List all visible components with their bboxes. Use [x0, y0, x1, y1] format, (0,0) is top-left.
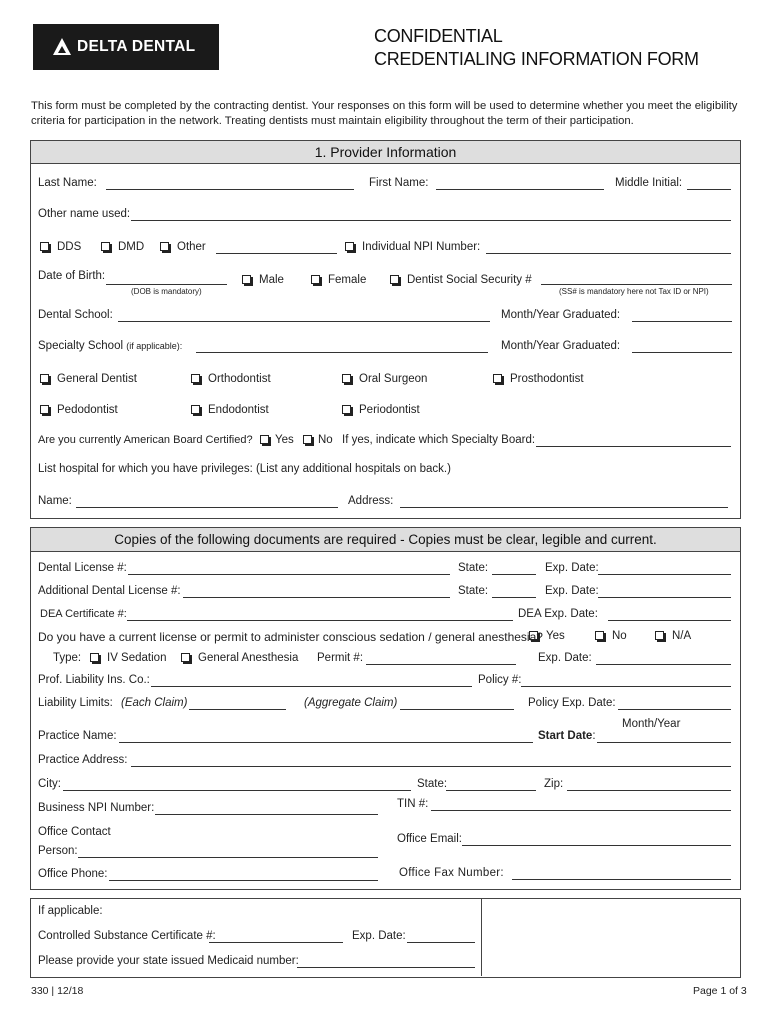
form-title: [374, 25, 699, 71]
specialty-pedodontist[interactable]: [40, 404, 118, 416]
title-line-2: CREDENTIALING INFORMATION FORM: [374, 49, 699, 69]
grad-date-label: Month/Year Graduated:: [501, 309, 621, 321]
grad-date-field[interactable]: [632, 321, 732, 322]
sedation-no[interactable]: [595, 630, 627, 642]
state-field[interactable]: [446, 790, 536, 791]
last-name-field[interactable]: [106, 189, 354, 190]
if-applicable-note: (if applicable):: [126, 341, 183, 351]
tin-label: TIN #:: [397, 798, 429, 810]
title-line-1: CONFIDENTIAL: [374, 26, 503, 46]
type-general-anesthesia[interactable]: [181, 652, 298, 664]
dob-label: Date of Birth:: [38, 270, 106, 282]
city-label: City:: [38, 778, 61, 790]
office-phone-field[interactable]: [109, 880, 378, 881]
dea-exp-field[interactable]: [608, 620, 731, 621]
office-contact-field[interactable]: [78, 857, 378, 858]
ssn-label: Dentist Social Security #: [407, 274, 532, 286]
board-no-checkbox[interactable]: [303, 435, 312, 444]
delta-triangle-icon: [53, 38, 71, 55]
last-name-label: Last Name:: [38, 177, 97, 189]
general-anesthesia-label: General Anesthesia: [198, 652, 299, 664]
specialty-periodontist[interactable]: [342, 404, 420, 416]
start-date-field[interactable]: [597, 742, 731, 743]
liability-limits-label: Liability Limits:: [38, 697, 113, 709]
add-license-exp-label: Exp. Date:: [545, 585, 599, 597]
specialty-school-label: [38, 340, 182, 352]
sedation-yes[interactable]: [529, 630, 565, 642]
controlled-substance-field[interactable]: [209, 942, 343, 943]
orthodontist-checkbox[interactable]: [191, 374, 200, 383]
pedodontist-label: Pedodontist: [57, 404, 118, 416]
person-label: Person:: [38, 845, 78, 857]
dmd-label: DMD: [118, 241, 145, 253]
prosthodontist-label: Prosthodontist: [510, 373, 584, 385]
dmd-checkbox[interactable]: [101, 242, 110, 251]
endodontist-label: Endodontist: [208, 404, 269, 416]
aggregate-claim-label: (Aggregate Claim): [304, 697, 398, 709]
month-year-note: Month/Year: [622, 718, 681, 730]
general-anesthesia-checkbox[interactable]: [181, 653, 190, 662]
office-fax-field[interactable]: [512, 879, 731, 880]
specialty-endodontist[interactable]: [191, 404, 269, 416]
ssn-checkbox[interactable]: [390, 275, 399, 284]
practice-name-field[interactable]: [119, 742, 533, 743]
office-contact-label: Office Contact: [38, 826, 111, 838]
other-name-label: Other name used:: [38, 208, 131, 220]
policy-number-field[interactable]: [521, 686, 731, 687]
license-state-label: State:: [458, 562, 489, 574]
dental-license-field[interactable]: [128, 574, 450, 575]
aggregate-claim-field[interactable]: [400, 709, 514, 710]
permit-exp-label: Exp. Date:: [538, 652, 592, 664]
periodontist-checkbox[interactable]: [342, 405, 351, 414]
practice-name-label: Practice Name:: [38, 730, 117, 742]
sedation-yes-checkbox[interactable]: [529, 631, 538, 640]
delta-dental-logo: [33, 24, 219, 70]
individual-npi-checkbox[interactable]: [345, 242, 354, 251]
board-yes-checkbox[interactable]: [260, 435, 269, 444]
controlled-exp-label: Exp. Date:: [352, 930, 406, 942]
dea-cert-label: DEA Certificate #:: [40, 608, 127, 620]
medicaid-field[interactable]: [297, 967, 475, 968]
iv-sedation-checkbox[interactable]: [90, 653, 99, 662]
liability-co-field[interactable]: [151, 686, 472, 687]
each-claim-label: (Each Claim): [121, 697, 188, 709]
sedation-na-label: N/A: [672, 630, 692, 642]
zip-label: Zip:: [544, 778, 564, 790]
specialty-board-label: If yes, indicate which Specialty Board:: [342, 434, 536, 446]
other-name-field[interactable]: [131, 220, 731, 221]
form-code: 330 | 12/18: [31, 985, 84, 997]
logo-text: DELTA DENTAL: [77, 38, 196, 55]
add-license-state-field[interactable]: [492, 597, 536, 598]
section-1-header: 1. Provider Information: [31, 141, 740, 164]
city-field[interactable]: [63, 790, 411, 791]
office-fax-label: Office Fax Number:: [399, 867, 504, 879]
specialty-orthodontist[interactable]: [191, 373, 271, 385]
ssn: [390, 274, 532, 286]
dob-field[interactable]: [106, 284, 227, 285]
middle-initial-field[interactable]: [687, 189, 731, 190]
board-no[interactable]: [303, 434, 333, 446]
hospital-address-label: Address:: [348, 495, 394, 507]
permit-exp-field[interactable]: [596, 664, 731, 665]
office-phone-label: Office Phone:: [38, 868, 108, 880]
sedation-na-checkbox[interactable]: [655, 631, 664, 640]
oral-surgeon-checkbox[interactable]: [342, 374, 351, 383]
zip-field[interactable]: [567, 790, 731, 791]
iv-sedation-label: IV Sedation: [107, 652, 167, 664]
ssn-field[interactable]: [541, 284, 732, 285]
specialty-school-field[interactable]: [196, 352, 488, 353]
page-number: Page 1 of 3: [693, 985, 747, 997]
degree-dds[interactable]: [40, 241, 81, 253]
hospital-question: List hospital for which you have privileges: (List any additional hospitals on back.): [38, 463, 451, 475]
female-checkbox[interactable]: [311, 275, 320, 284]
sedation-yes-label: Yes: [546, 630, 565, 642]
license-state-field[interactable]: [492, 574, 536, 575]
specialty-board-field[interactable]: [536, 446, 731, 447]
office-email-field[interactable]: [462, 845, 731, 846]
first-name-field[interactable]: [436, 189, 604, 190]
other-degree-checkbox[interactable]: [160, 242, 169, 251]
section-2-header: Copies of the following documents are required - Copies must be clear, legible and current.: [31, 528, 740, 552]
type-iv-sedation[interactable]: [90, 652, 166, 664]
hospital-address-field[interactable]: [400, 507, 728, 508]
each-claim-field[interactable]: [189, 709, 286, 710]
add-license-state-label: State:: [458, 585, 489, 597]
orthodontist-label: Orthodontist: [208, 373, 271, 385]
permit-label: Permit #:: [317, 652, 364, 664]
board-yes-label: Yes: [275, 434, 294, 446]
dea-exp-label: DEA Exp. Date:: [518, 608, 598, 620]
individual-npi[interactable]: [345, 241, 480, 253]
license-exp-field[interactable]: [598, 574, 731, 575]
hospital-name-field[interactable]: [76, 507, 338, 508]
start-date-text: Start Date: [538, 730, 593, 742]
sedation-no-label: No: [612, 630, 627, 642]
degree-other[interactable]: [160, 241, 206, 253]
dental-license-label: Dental License #:: [38, 562, 127, 574]
practice-address-field[interactable]: [131, 766, 731, 767]
dds-label: DDS: [57, 241, 82, 253]
pedodontist-checkbox[interactable]: [40, 405, 49, 414]
intro-text: This form must be completed by the contracting dentist. Your responses on this form will be used to determine whether you meet the eligibility criteria for participation in the network. Treating dentists must maintain eligibility throughout the term of their participation.: [31, 100, 738, 127]
start-date-label: [538, 730, 596, 742]
first-name-label: First Name:: [369, 177, 429, 189]
specialty-school-text: Specialty School: [38, 340, 124, 352]
dds-checkbox[interactable]: [40, 242, 49, 251]
policy-number-label: Policy #:: [478, 674, 522, 686]
degree-dmd[interactable]: [101, 241, 144, 253]
add-license-exp-field[interactable]: [598, 597, 731, 598]
middle-initial-label: Middle Initial:: [615, 177, 683, 189]
type-label: Type:: [53, 652, 82, 664]
specialty-prosthodontist[interactable]: [493, 373, 584, 385]
start-date-colon: :: [592, 730, 596, 742]
dental-school-field[interactable]: [118, 321, 490, 322]
policy-exp-label: Policy Exp. Date:: [528, 697, 616, 709]
specialty-oral-surgeon[interactable]: [342, 373, 427, 385]
sedation-question: Do you have a current license or permit to administer conscious sedation / general anesthesia?: [38, 630, 543, 644]
male-checkbox[interactable]: [242, 275, 251, 284]
female-label: Female: [328, 274, 367, 286]
office-email-label: Office Email:: [397, 833, 462, 845]
general-dentist-label: General Dentist: [57, 373, 137, 385]
board-certified-question: Are you currently American Board Certified?: [38, 434, 253, 446]
individual-npi-label: Individual NPI Number:: [362, 241, 481, 253]
additional-license-field[interactable]: [183, 597, 450, 598]
license-exp-label: Exp. Date:: [545, 562, 599, 574]
dob-note: (DOB is mandatory): [131, 287, 202, 296]
medicaid-label: Please provide your state issued Medicaid number:: [38, 955, 299, 967]
sedation-no-checkbox[interactable]: [595, 631, 604, 640]
permit-field[interactable]: [366, 664, 516, 665]
ssn-note: (SS# is mandatory here not Tax ID or NPI): [559, 287, 709, 296]
policy-exp-field[interactable]: [618, 709, 731, 710]
board-yes[interactable]: [260, 434, 294, 446]
controlled-substance-label: Controlled Substance Certificate #:: [38, 930, 216, 942]
liability-co-label: Prof. Liability Ins. Co.:: [38, 674, 150, 686]
business-npi-field[interactable]: [155, 814, 378, 815]
periodontist-label: Periodontist: [359, 404, 420, 416]
specialty-grad-date-field[interactable]: [632, 352, 732, 353]
dental-school-label: Dental School:: [38, 309, 113, 321]
tin-field[interactable]: [431, 810, 731, 811]
endodontist-checkbox[interactable]: [191, 405, 200, 414]
other-degree-field[interactable]: [216, 253, 337, 254]
other-degree-label: Other: [177, 241, 206, 253]
dea-cert-field[interactable]: [127, 620, 513, 621]
additional-license-label: Additional Dental License #:: [38, 585, 181, 597]
oral-surgeon-label: Oral Surgeon: [359, 373, 428, 385]
individual-npi-field[interactable]: [486, 253, 731, 254]
state-label: State:: [417, 778, 448, 790]
gender-female[interactable]: [311, 274, 366, 286]
practice-address-label: Practice Address:: [38, 754, 128, 766]
business-npi-label: Business NPI Number:: [38, 802, 155, 814]
prosthodontist-checkbox[interactable]: [493, 374, 502, 383]
specialty-general-dentist[interactable]: [40, 373, 137, 385]
gender-male[interactable]: [242, 274, 284, 286]
specialty-grad-date-label: Month/Year Graduated:: [501, 340, 621, 352]
controlled-exp-field[interactable]: [407, 942, 475, 943]
if-applicable-label: If applicable:: [38, 905, 103, 917]
section-3-divider: [481, 898, 482, 976]
sedation-na[interactable]: [655, 630, 691, 642]
general-dentist-checkbox[interactable]: [40, 374, 49, 383]
hospital-name-label: Name:: [38, 495, 72, 507]
board-no-label: No: [318, 434, 333, 446]
male-label: Male: [259, 274, 284, 286]
